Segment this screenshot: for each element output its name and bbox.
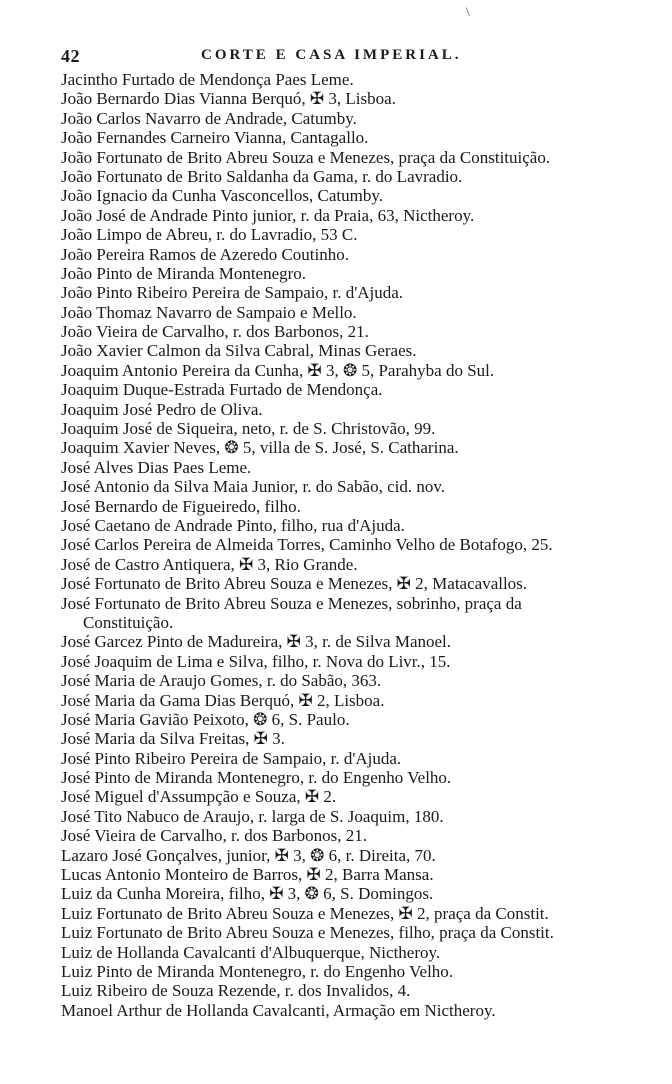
list-entry: Jacintho Furtado de Mendonça Paes Leme. — [61, 70, 354, 89]
list-entry: Joaquim José de Siqueira, neto, r. de S. Christovão, 99. — [61, 419, 436, 439]
list-entry: José Pinto de Miranda Montenegro, r. do Engenho Velho. — [61, 768, 452, 788]
list-entry: José Joaquim de Lima e Silva, filho, r. Nova do Livr., 15. — [61, 651, 451, 671]
list-entry: João Pinto de Miranda Montenegro. — [61, 263, 307, 283]
list-entry: José Maria da Silva Freitas, ✠ 3. — [61, 729, 285, 749]
list-entry: João Pinto Ribeiro Pereira de Sampaio, r. d'Ajuda. — [61, 283, 404, 303]
list-entry: José Pinto Ribeiro Pereira de Sampaio, r. d'Ajuda. — [61, 748, 402, 768]
list-entry: Luiz de Hollanda Cavalcanti d'Albuquerque, Nictheroy. — [61, 942, 441, 962]
list-entry: Luiz Ribeiro de Souza Rezende, r. dos Invalidos, 4. — [61, 981, 411, 1001]
list-entry: José Antonio da Silva Maia Junior, r. do Sabão, cid. nov. — [61, 477, 445, 497]
list-entry: João Xavier Calmon da Silva Cabral, Minas Geraes. — [61, 341, 417, 361]
list-entry: Luiz da Cunha Moreira, filho, ✠ 3, ❂ 6, S. Domingos. — [61, 884, 434, 904]
list-entry: João Fortunato de Brito Abreu Souza e Menezes, praça da Constituição. — [61, 147, 551, 167]
list-entry: Luiz Pinto de Miranda Montenegro, r. do Engenho Velho. — [61, 961, 454, 981]
list-entry: João Bernardo Dias Vianna Berquó, ✠ 3, Lisboa. — [61, 89, 396, 109]
list-entry: José Bernardo de Figueiredo, filho. — [61, 496, 301, 516]
list-entry: João Ignacio da Cunha Vasconcellos, Catumby. — [61, 186, 383, 206]
list-entry: José Maria da Gama Dias Berquó, ✠ 2, Lisboa. — [61, 690, 385, 710]
list-entry: João José de Andrade Pinto junior, r. da Praia, 63, Nictheroy. — [61, 205, 475, 225]
list-entry: Joaquim Antonio Pereira da Cunha, ✠ 3, ❂ 5, Parahyba do Sul. — [61, 360, 495, 380]
list-entry: João Fortunato de Brito Saldanha da Gama, r. do Lavradio. — [61, 166, 463, 186]
list-entry: Lazaro José Gonçalves, junior, ✠ 3, ❂ 6, r. Direita, 70. — [61, 845, 436, 865]
list-entry: João Thomaz Navarro de Sampaio e Mello. — [61, 302, 357, 322]
list-entry: João Pereira Ramos de Azeredo Coutinho. — [61, 244, 349, 264]
page-header — [61, 46, 621, 68]
running-title: CORTE E CASA IMPERIAL. — [201, 47, 462, 63]
list-entry: José Caetano de Andrade Pinto, filho, rua d'Ajuda. — [61, 515, 405, 535]
entry-continuation: Constituição. — [83, 612, 174, 632]
list-entry: José Garcez Pinto de Madureira, ✠ 3, r. de Silva Manoel. — [61, 632, 452, 652]
list-entry: José Fortunato de Brito Abreu Souza e Menezes, ✠ 2, Matacavallos. — [61, 574, 528, 594]
list-entry: José de Castro Antiquera, ✠ 3, Rio Grande. — [61, 554, 358, 574]
name-list — [61, 70, 627, 1020]
list-entry: Joaquim José Pedro de Oliva. — [61, 399, 263, 419]
list-entry: José Maria de Araujo Gomes, r. do Sabão, 363. — [61, 671, 382, 691]
list-entry: José Tito Nabuco de Araujo, r. larga de S. Joaquim, 180. — [61, 806, 444, 826]
list-entry: José Fortunato de Brito Abreu Souza e Menezes, sobrinho, praça da — [61, 593, 522, 613]
list-entry: João Limpo de Abreu, r. do Lavradio, 53 C. — [61, 225, 358, 245]
list-entry: Lucas Antonio Monteiro de Barros, ✠ 2, Barra Mansa. — [61, 865, 434, 885]
list-entry: João Vieira de Carvalho, r. dos Barbonos, 21. — [61, 322, 369, 342]
list-entry: João Carlos Navarro de Andrade, Catumby. — [61, 108, 357, 128]
list-entry: José Carlos Pereira de Almeida Torres, Caminho Velho de Botafogo, 25. — [61, 535, 553, 555]
list-entry: Joaquim Duque-Estrada Furtado de Mendonça. — [61, 380, 383, 400]
stray-mark: \ — [466, 4, 470, 19]
page-number: 42 — [61, 46, 80, 66]
list-entry: Luiz Fortunato de Brito Abreu Souza e Menezes, filho, praça da Constit. — [61, 923, 554, 943]
list-entry: Manoel Arthur de Hollanda Cavalcanti, Armação em Nictheroy. — [61, 1000, 496, 1020]
list-entry: José Maria Gavião Peixoto, ❂ 6, S. Paulo. — [61, 709, 350, 729]
list-entry: José Vieira de Carvalho, r. dos Barbonos, 21. — [61, 826, 368, 846]
list-entry: Luiz Fortunato de Brito Abreu Souza e Menezes, ✠ 2, praça da Constit. — [61, 903, 549, 923]
list-entry: João Fernandes Carneiro Vianna, Cantagallo. — [61, 128, 369, 148]
list-entry: Joaquim Xavier Neves, ❂ 5, villa de S. José, S. Catharina. — [61, 438, 459, 458]
list-entry: José Miguel d'Assumpção e Souza, ✠ 2. — [61, 787, 337, 807]
list-entry: José Alves Dias Paes Leme. — [61, 457, 252, 477]
